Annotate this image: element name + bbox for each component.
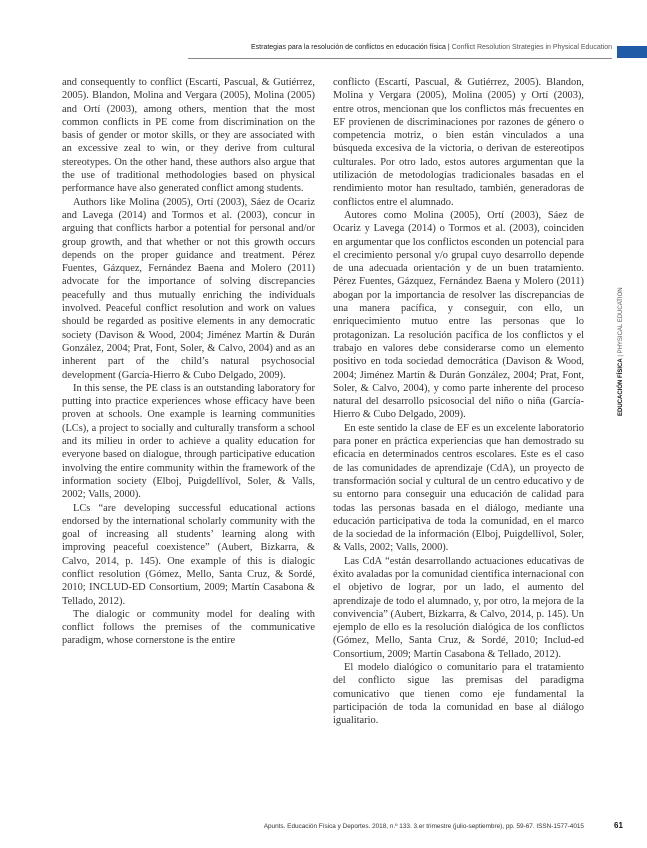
section-label-es: EDUCACIÓN FÍSICA [618,358,624,416]
english-column [62,76,315,648]
header-title-en: Conflict Resolution Strategies in Physical Education [451,44,612,51]
page-number: 61 [614,821,623,830]
paragraph: Las CdA “están desarrollando actuaciones educativas de éxito avaladas por la comunidad científica internacional con el objetivo de lograr, por un lado, el aumento del aprendizaje de todo el alumnado, y, por otro, la mejora de la convivencia” (Aubert, Bizkarra, & Calvo, 2014, p. 145). Un ejemplo de ello es la resolución dialógica de los conflictos (Gómez, Mello, Santa Cruz, & Sordé, 2010; Includ-ed Consortium, 2009; Martín Casabona & Tellado, 2012). [333,555,584,660]
header-title-es: Estrategias para la resolución de conflictos en educación física [251,44,446,51]
paragraph: and consequently to conflict (Escartí, Pascual, & Gutiérrez, 2005). Blandon, Molina and Vergara (2005), Molina (2005) and Ortí (2003), among others, mention that the most common conflicts in PE come from discrimination on the basis of gender or motor skills, or they are associated with an excessive zeal to win, or they derive from cultural stereotypes. On the other hand, these authors also argue that the use of traditional methodologies based on physical performance have also generated conflict among students. [62,77,315,195]
section-color-tab [617,46,647,58]
paragraph: El modelo dialógico o comunitario para el tratamiento del conflicto sigue las premisas del paradigma comunicativo que tienen como eje fundamental la participación de toda la comunidad en base al diálogo igualitario. [333,662,584,727]
paragraph: Authors like Molina (2005), Ortí (2003), Sáez de Ocariz and Lavega (2014) and Tormos et al. (2003), concur in arguing that conflicts harbor a potential for personal and/or group growth, and that whether or not this growth occurs depends on the proper guidance and treatment. Pérez Fuentes, Gázquez, Fernández Baena and Molero (2011) advocate for the importance of solving discrepancies peacefully and thus mutually enriching the individuals involved. Peaceful conflict resolution and work on values should be regarded as positive elements in any democratic society (Davison & Wood, 2004; Jiménez Martín & Durán González, 2004; Prat, Font, Soler, & Calvo, 2004) and as an inherent part of the child’s natural psychosocial development (García-Hierro & Cubo Delgado, 2009). [62,196,315,381]
paragraph: The dialogic or community model for dealing with conflict follows the premises of the communicative paradigm, whose cornerstone is the entire [62,608,315,647]
paragraph: LCs “are developing successful educational actions endorsed by the international scholarly community with the goal of increasing all students’ learning along with improving peaceful coexistence” (Aubert, Bizkarra, & Calvo, 2014, p. 145). One example of this is dialogic conflict resolution (Gómez, Mello, Santa Cruz, & Sordé, 2010; INCLUD-ED Consortium, 2009; Martín Casabona & Tellado, 2012). [62,502,315,607]
paragraph: Autores como Molina (2005), Ortí (2003), Sáez de Ocariz y Lavega (2014) o Tormos et al. (2003), coinciden en argumentar que los conflictos esconden un potencial para el crecimiento personal y/o grupal cuyo desarrollo depende de una adecuada orientación y de un buen tratamiento. Pérez Fuentes, Gázquez, Fernández Baena y Molero (2011) abogan por la importancia de resolver las discrepancias de una manera pacífica, y conseguir, con ello, un enriquecimiento mutuo entre las personas que lo protagonizan. La resolución pacífica de los conflictos y el trabajo en valores debe considerarse como un elemento positivo en toda sociedad democrática (Davison & Wood, 2004; Jiménez Martín & Durán González, 2004; Prat, Font, Soler, & Calvo, 2004), y como parte inherente del proceso natural del desarrollo psicosocial del niño o niña (García-Hierro & Cubo Delgado, 2009). [333,209,584,421]
header-rule [188,58,612,59]
paragraph: In this sense, the PE class is an outstanding laboratory for putting into practice experiences whose efficacy have been proven at schools. One example is learning communities (LCs), a project to socially and culturally transform a school and its milieu in order to achieve a quality education for everyone based on dialogue, through participative education involving the entire community within the framework of the information society (Elboj, Puigdellívol, Soler, & Valls, 2002; Valls, 2000). [62,382,315,501]
header-separator: | [447,44,450,51]
paragraph: En este sentido la clase de EF es un excelente laboratorio para poner en práctica experiencias que han demostrado su eficacia en determinados centros escolares. Este es el caso de las comunidades de aprendizaje (CdA), un proyecto de transformación social y cultural de un centro educativo y de su entorno para conseguir una educación de calidad para todas las personas basada en el diálogo, mediante una educación participativa de toda la comunidad, en el marco de la sociedad de la información (Elboj, Puigdellívol, Soler, & Valls, 2002; Valls, 2000). [333,422,584,554]
spanish-column [333,76,584,728]
running-header [188,44,612,51]
section-label-en: PHYSICAL EDUCATION [618,287,624,354]
section-label-separator: | [618,355,624,357]
paragraph: conflicto (Escartí, Pascual, & Gutiérrez, 2005). Blandon, Molina y Vergara (2005), Molina (2005) y Ortí (2003), entre otros, mencionan que los conflictos más frecuentes en EF provienen de discriminaciones por razones de género o competencia motriz, o bien están vinculados a una búsqueda excesiva de la victoria, o derivan de estereotipos culturales. Por otro lado, estos autores argumentan que la utilización de metodologías tradicionales basadas en el rendimiento motor han resultado, también, generadoras de conflictos entre el alumnado. [333,77,584,208]
section-side-label [616,246,626,416]
journal-citation: Apunts. Educación Física y Deportes. 2018, n.º 133. 3.er trimestre (julio-septiembre), pp. 59-67. ISSN-1577-4015 [263,823,584,830]
